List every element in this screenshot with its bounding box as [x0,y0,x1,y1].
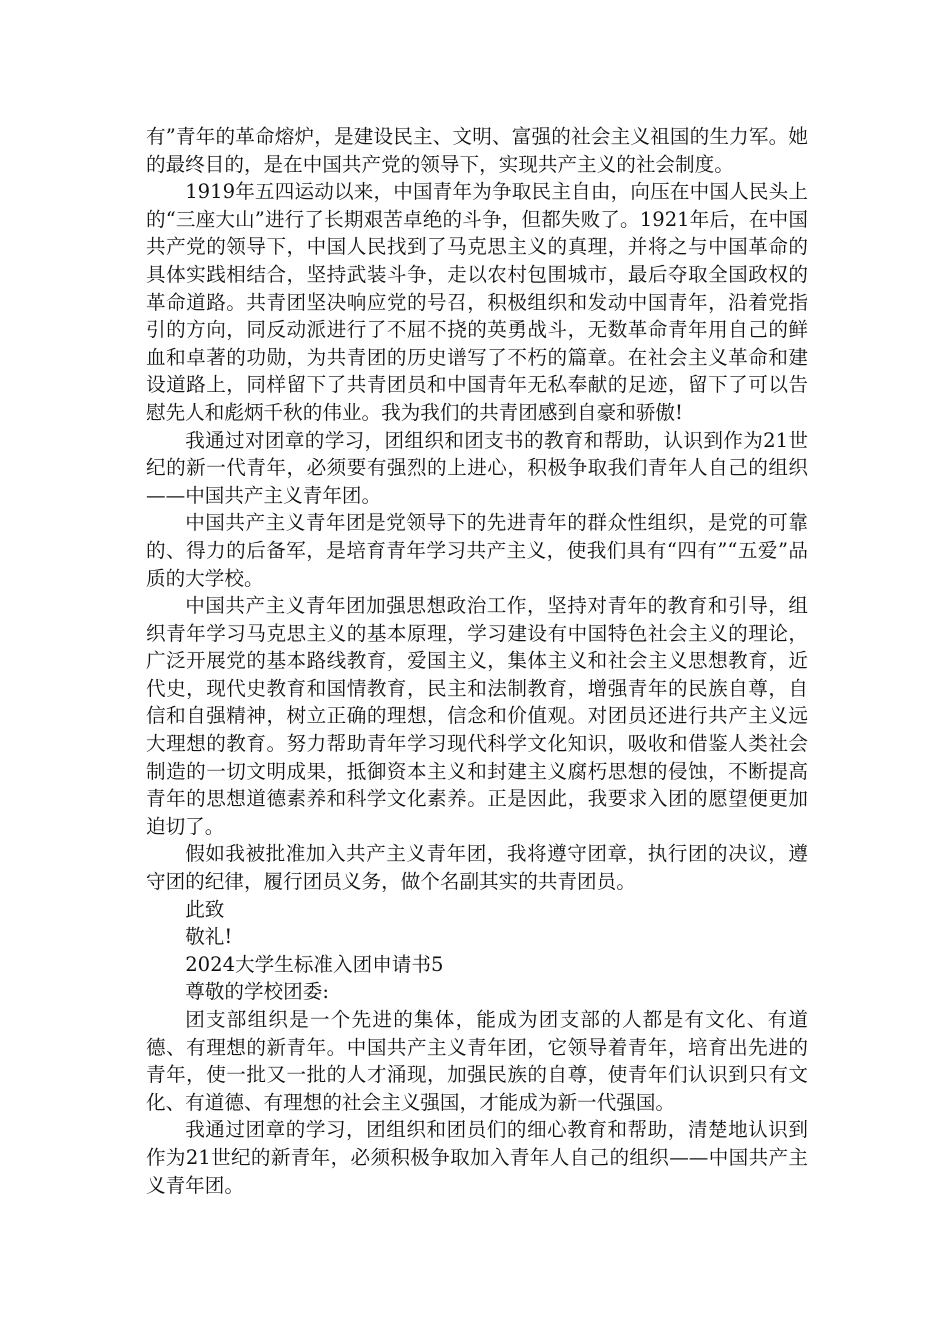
paragraph-6: 假如我被批准加入共产主义青年团，我将遵守团章，执行团的决议，遵守团的纪律，履行团员义务，做个名副其实的共青团员。 [146,842,808,894]
paragraph-2: 1919年五四运动以来，中国青年为争取民主自由，向压在中国人民头上的“三座大山”进行了长期艰苦卓绝的斗争，但都失败了。1921年后，在中国共产党的领导下，中国人民找到了马克思主义的真理，并将之与中国革命的具体实践相结合，坚持武装斗争，走以农村包围城市，最后夺取全国政权的革命道路。共青团坚决响应党的号召，积极组织和发动中国青年，沿着党指引的方向，同反动派进行了不屈不挠的英勇战斗，无数革命青年用自己的鲜血和卓著的功勋，为共青团的历史谱写了不朽的篇章。在社会主义革命和建设道路上，同样留下了共青团员和中国青年无私奉献的足迹，留下了可以告慰先人和彪炳千秋的伟业。我为我们的共青团感到自豪和骄傲! [146,180,808,424]
letter-greeting: 尊敬的学校团委: [185,980,329,1004]
paragraph-5: 中国共产主义青年团加强思想政治工作，坚持对青年的教育和引导，组织青年学习马克思主义的基本原理，学习建设有中国特色社会主义的理论，广泛开展党的基本路线教育，爱国主义，集体主义和社会主义思想教育，近代史，现代史教育和国情教育，民主和法制教育，增强青年的民族自尊，自信和自强精神，树立正确的理想，信念和价值观。对团员还进行共产主义远大理想的教育。努力帮助青年学习现代科学文化知识，吸收和借鉴人类社会制造的一切文明成果，抵御资本主义和封建主义腐朽思想的侵蚀，不断提高青年的思想道德素养和科学文化素养。正是因此，我要求入团的愿望便更加迫切了。 [146,594,808,838]
section-heading: 2024大学生标准入团申请书5 [185,952,444,976]
paragraph-3: 我通过对团章的学习，团组织和团支书的教育和帮助，认识到作为21世纪的新一代青年，必须要有强烈的上进心，积极争取我们青年人自己的组织——中国共产主义青年团。 [146,428,808,507]
paragraph-8: 我通过团章的学习，团组织和团员们的细心教育和帮助，清楚地认识到作为21世纪的新青年，必须积极争取加入青年人自己的组织——中国共产主义青年团。 [146,1118,808,1197]
document-page [146,123,808,1199]
salutation-jingli: 敬礼! [185,925,233,949]
paragraph-7: 团支部组织是一个先进的集体，能成为团支部的人都是有文化、有道德、有理想的新青年。中国共产主义青年团，它领导着青年，培育出先进的青年，使一批又一批的人才涌现，加强民族的自尊，使青年们认识到只有文化、有道德、有理想的社会主义强国，才能成为新一代强国。 [146,1008,808,1114]
paragraph-4: 中国共产主义青年团是党领导下的先进青年的群众性组织，是党的可靠的、得力的后备军，是培育青年学习共产主义，使我们具有“四有”“五爱”品质的大学校。 [146,511,808,590]
paragraph-1: 有”青年的革命熔炉，是建设民主、文明、富强的社会主义祖国的生力军。她的最终目的，是在中国共产党的领导下，实现共产主义的社会制度。 [146,125,808,176]
salutation-cizhi: 此致 [185,897,225,921]
